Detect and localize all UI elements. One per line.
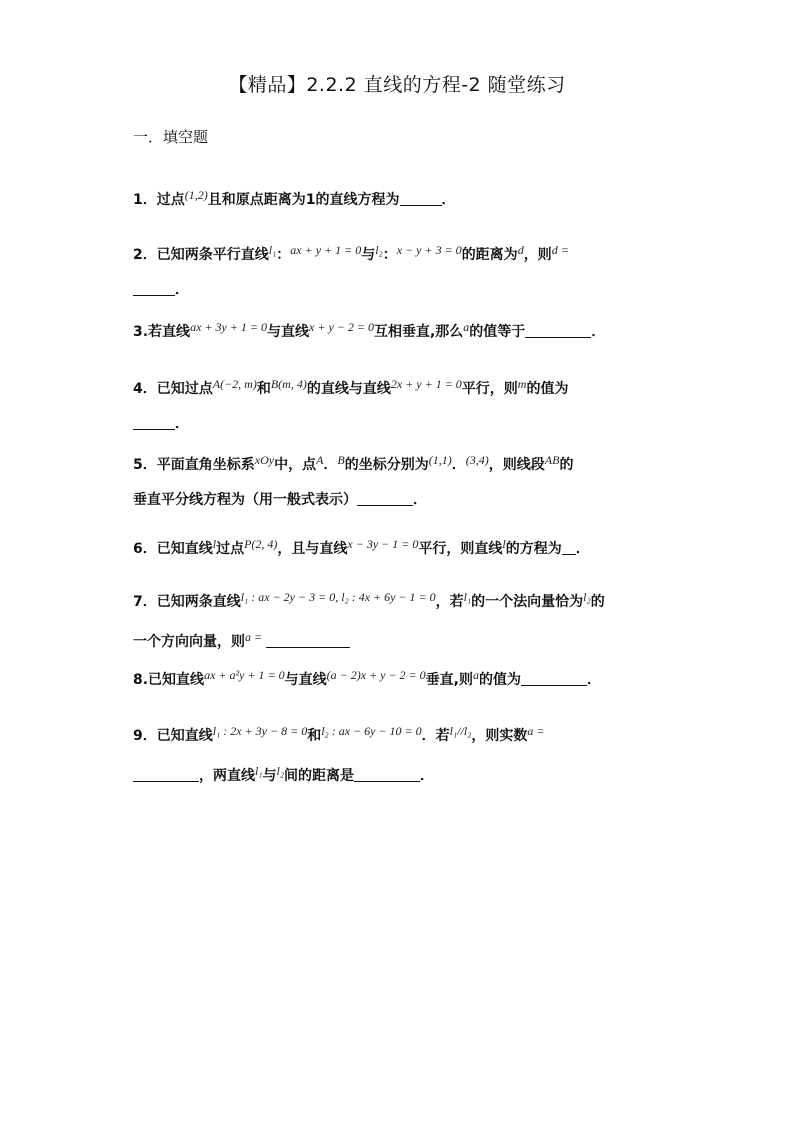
answer-blank[interactable] (133, 415, 175, 430)
math-expression: l₂ (375, 243, 383, 257)
problem-text: ． (413, 492, 427, 508)
math-expression: x − 3y − 1 = 0 (347, 537, 419, 551)
problem-text: 的距离为 (461, 247, 518, 263)
problem-text: ． (575, 541, 590, 557)
math-expression: x − y + 3 = 0 (396, 243, 462, 257)
math-expression: (3,4) (465, 453, 489, 467)
problem-text: 3.若直线 (133, 324, 191, 340)
math-expression: a (463, 320, 470, 334)
answer-blank[interactable] (133, 767, 199, 782)
problem-text: 与直线 (267, 324, 310, 340)
problem-6 (133, 527, 663, 567)
math-expression: l₁ : 2x + 3y − 8 = 0 (212, 724, 308, 738)
page-title: 【精品】2.2.2 直线的方程-2 随堂练习 (228, 74, 566, 96)
problem-text: 的值等于 (469, 324, 526, 340)
problem-text: ： (276, 247, 291, 263)
problem-text: ，则实数 (471, 728, 528, 744)
problem-text: ，则线段 (488, 457, 545, 473)
problem-7 (133, 580, 663, 660)
problem-9 (133, 714, 663, 794)
problem-text: 的 (559, 457, 574, 473)
answer-blank[interactable] (525, 323, 591, 338)
problem-text: 和 (307, 728, 322, 744)
math-expression: l₁ (255, 764, 263, 778)
answer-blank[interactable] (562, 540, 576, 555)
problem-text: 一个方向向量，则 (133, 634, 245, 650)
problem-text: 垂直平分线方程为（用一般式表示） (133, 492, 357, 508)
problem-text: 8.已知直线 (133, 672, 205, 688)
problem-8 (133, 658, 663, 698)
math-expression: A (316, 453, 324, 467)
math-expression: x + y − 2 = 0 (309, 320, 374, 334)
section-heading: 一．填空题 (133, 128, 209, 146)
problem-text: ． (591, 324, 606, 340)
problem-text: 与直线 (284, 672, 327, 688)
problem-text: 9．已知直线 (133, 728, 213, 744)
answer-blank[interactable] (400, 191, 442, 206)
problem-text: 的值为 (526, 381, 569, 397)
math-expression: B (337, 453, 345, 467)
problem-2 (133, 233, 663, 308)
answer-blank[interactable] (133, 281, 175, 296)
math-expression: l (502, 537, 506, 551)
problem-text: 且和原点距离为1的直线方程为 (207, 192, 400, 208)
math-expression: ax + y + 1 = 0 (290, 243, 362, 257)
answer-blank[interactable] (521, 671, 587, 686)
problem-text: ： (382, 247, 397, 263)
answer-blank[interactable] (357, 491, 413, 506)
math-expression: AB (544, 453, 560, 467)
problem-text: 的 (590, 594, 605, 610)
math-expression: a (472, 668, 479, 682)
problem-text: ． (323, 457, 338, 473)
math-expression: l₂ (583, 590, 591, 604)
math-expression: a = (245, 630, 263, 644)
problem-text: 1．过点 (133, 192, 185, 208)
answer-blank[interactable] (266, 633, 350, 648)
math-expression: m (517, 377, 527, 391)
math-expression: xOy (254, 453, 275, 467)
problem-text: 平行，则 (461, 381, 518, 397)
problem-text: 间的距离是 (284, 768, 355, 784)
math-expression: (1,1) (428, 453, 452, 467)
math-expression: l₁ (463, 590, 472, 604)
problem-4 (133, 367, 663, 442)
problem-text: ．若 (421, 728, 450, 744)
problem-text: 与 (361, 247, 376, 263)
problem-text: 的直线与直线 (306, 381, 391, 397)
math-expression: A(−2, m) (212, 377, 257, 391)
problem-text: ． (175, 282, 189, 298)
problem-text: ，若 (435, 594, 464, 610)
problem-text: 的一个法向量恰为 (471, 594, 584, 610)
math-expression: (a − 2)x + y − 2 = 0 (326, 668, 426, 682)
problem-text: ，两直线 (199, 768, 255, 784)
problem-text: 与 (262, 768, 277, 784)
math-expression: l₂ : ax − 6y − 10 = 0 (321, 724, 422, 738)
problem-text: 垂直,则 (425, 672, 473, 688)
problem-text: 中，点 (274, 457, 317, 473)
math-expression: B(m, 4) (270, 377, 307, 391)
problem-1 (133, 178, 663, 218)
math-expression: l₁ (268, 243, 277, 257)
math-expression: d = (551, 243, 569, 257)
math-expression: 2x + y + 1 = 0 (390, 377, 462, 391)
math-expression: a = (527, 724, 545, 738)
problem-text: 平行，则直线 (418, 541, 503, 557)
problem-text: 4．已知过点 (133, 381, 213, 397)
problem-text: 的坐标分别为 (344, 457, 429, 473)
problem-3 (133, 310, 663, 350)
problem-text: 5．平面直角坐标系 (133, 457, 255, 473)
problem-text: 过点 (216, 541, 245, 557)
answer-blank[interactable] (354, 767, 420, 782)
problem-text: ． (175, 416, 189, 432)
problem-text: 6．已知直线 (133, 541, 213, 557)
problem-text: ，则 (523, 247, 552, 263)
problem-text: ，且与直线 (277, 541, 348, 557)
math-expression: l₁//l₂ (449, 724, 472, 738)
math-expression: d (517, 243, 524, 257)
problem-text: 的值为 (478, 672, 521, 688)
problem-text: 和 (256, 381, 271, 397)
problem-text: ． (451, 457, 466, 473)
math-expression: (1,2) (184, 188, 208, 202)
problem-text: ． (420, 768, 435, 784)
math-expression: ax + a²y + 1 = 0 (204, 668, 285, 682)
problem-text: 7．已知两条直线 (133, 594, 241, 610)
problem-text: ． (586, 672, 601, 688)
math-expression: l (212, 537, 217, 551)
math-expression: ax + 3y + 1 = 0 (190, 320, 268, 334)
math-expression: P(2, 4) (244, 537, 278, 551)
math-expression: l₂ (276, 764, 285, 778)
problem-5 (133, 443, 663, 518)
problem-text: ． (441, 192, 456, 208)
problem-text: 的方程为 (505, 541, 562, 557)
problem-text: 2．已知两条平行直线 (133, 247, 269, 263)
math-expression: l₁ : ax − 2y − 3 = 0, l₂ : 4x + 6y − 1 = 0 (240, 590, 436, 604)
problem-text: 互相垂直,那么 (373, 324, 464, 340)
